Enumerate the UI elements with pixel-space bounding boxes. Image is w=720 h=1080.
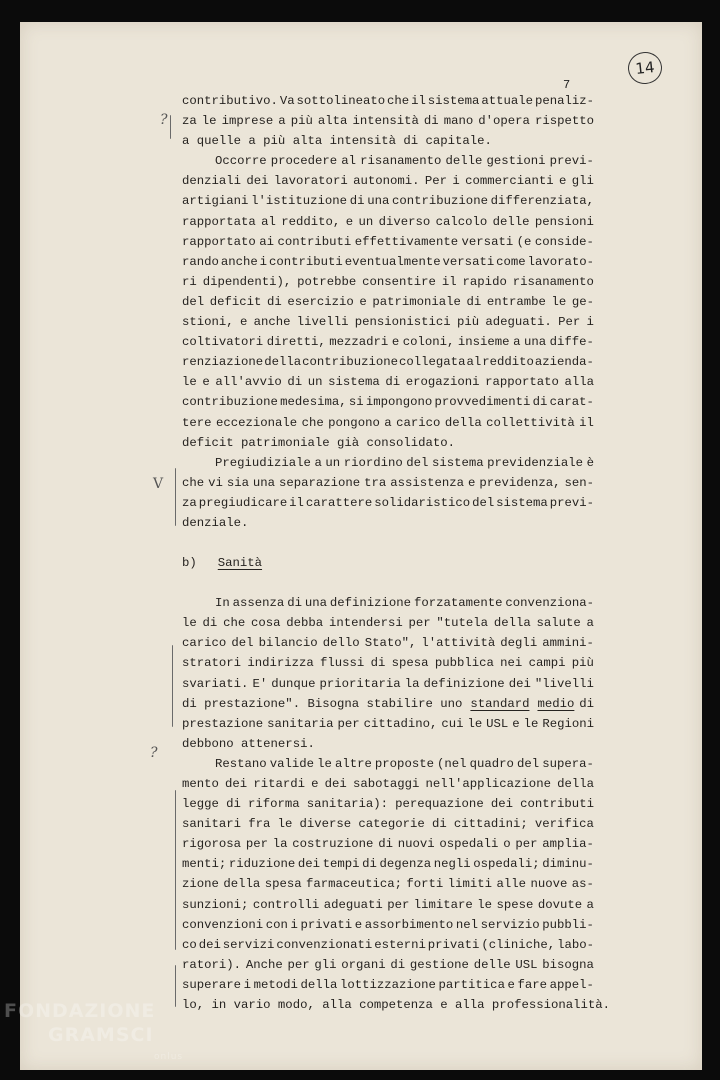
margin-bracket	[170, 115, 171, 139]
text-line: lo, in vario modo, alla competenza e alla professionalità.	[182, 998, 611, 1013]
text-line: renziazione della contribuzione collegata al reddito azienda-	[182, 355, 594, 370]
paragraph	[182, 593, 594, 754]
text-line: stioni, e anche livelli pensionistici più adeguati. Per i	[182, 315, 594, 330]
text-line: Restano valide le altre proposte (nel quadro del supera-	[215, 756, 594, 771]
margin-question-mark: ?	[160, 112, 168, 128]
underlined-word: medio	[537, 696, 575, 711]
section-title: Sanità	[217, 556, 263, 571]
section-heading	[182, 553, 594, 573]
text-line: coltivatori diretti, mezzadri e coloni, insieme a una diffe-	[182, 335, 594, 350]
margin-bracket	[175, 468, 176, 526]
text-line: Pregiudiziale a un riordino del sistema previdenziale è	[215, 455, 594, 470]
text-line: za pregiudicare il carattere solidaristico del sistema previ-	[182, 495, 594, 510]
text-line: legge di riforma sanitaria): perequazione dei contributi	[182, 797, 594, 812]
paragraph	[182, 754, 611, 1015]
text-line: sanitari fra le diverse categorie di cittadini; verifica	[182, 817, 594, 832]
page-number: 7	[563, 78, 571, 92]
text-line: svariati. E' dunque prioritaria la definizione dei "livelli	[182, 676, 594, 691]
text-line: za le imprese a più alta intensità di mano d'opera rispetto	[182, 114, 594, 129]
text-line: denziali dei lavoratori autonomi. Per i commercianti e gli	[182, 174, 594, 189]
archive-number-stamp: 14	[626, 50, 663, 85]
text-line: deficit patrimoniale già consolidato.	[182, 435, 456, 450]
text-line: sunzioni; controlli adeguati per limitare le spese dovute a	[182, 897, 594, 912]
text-line: contributivo. Va sottolineato che il sistema attuale penaliz-	[182, 94, 594, 108]
text-line: denziale.	[182, 515, 249, 530]
text-line: contribuzione medesima, si impongono provvedimenti di carat-	[182, 395, 594, 410]
text-line: debbono attenersi.	[182, 736, 315, 751]
margin-bracket	[175, 965, 176, 1007]
paragraph	[182, 453, 594, 533]
text-line: del deficit di esercizio e patrimoniale di entrambe le ge-	[182, 294, 594, 309]
text-line: tere eccezionale che pongono a carico della collettività il	[182, 415, 594, 430]
text-line: le di che cosa debba intendersi per "tutela della salute a	[182, 616, 594, 631]
text-line: rapportata al reddito, e un diverso calcolo delle pensioni	[182, 214, 594, 229]
text-line: stratori indirizza flussi di spesa pubblica nei campi più	[182, 656, 594, 671]
text-line: prestazione sanitaria per cittadino, cui le USL e le Regioni	[182, 716, 594, 731]
text-line: rapportato ai contributi effettivamente versati (e conside-	[182, 234, 594, 249]
text-line: In assenza di una definizione forzatamente convenziona-	[215, 596, 594, 611]
paragraph	[182, 151, 594, 452]
watermark-line: onlus	[154, 1052, 184, 1062]
text-line: che vi sia una separazione tra assistenza e previdenza, sen-	[182, 475, 594, 490]
underlined-word: standard	[470, 696, 530, 711]
text-line: di	[579, 696, 594, 711]
margin-check-mark: V	[153, 476, 164, 492]
text-line: rigorosa per la costruzione di nuovi ospedali o per amplia-	[182, 837, 594, 852]
text-line: convenzioni con i privati e assorbimento nel servizio pubbli-	[182, 917, 594, 932]
text-line: ri dipendenti), potrebbe consentire il rapido risanamento	[182, 274, 594, 289]
text-line: le e all'avvio di un sistema di erogazioni rapportato alla	[182, 375, 594, 390]
archive-watermark	[4, 1000, 184, 1062]
text-line: a quelle a più alta intensità di capitale.	[182, 134, 492, 149]
text-line: carico del bilancio dello Stato", l'attività degli ammini-	[182, 636, 594, 651]
watermark-line: FONDAZIONE	[4, 1000, 156, 1022]
margin-bracket	[172, 645, 173, 727]
document-body	[182, 91, 611, 1015]
text-line: co dei servizi convenzionati esterni privati (cliniche, labo-	[182, 937, 594, 952]
text-line: zione della spesa farmaceutica; forti limiti alle nuove as-	[182, 877, 594, 892]
text-line: ratori). Anche per gli organi di gestione delle USL bisogna	[182, 957, 594, 972]
watermark-line: GRAMSCI	[48, 1024, 154, 1046]
margin-bracket	[175, 790, 176, 950]
text-line: Occorre procedere al risanamento delle gestioni previ-	[215, 154, 594, 169]
text-line: mento dei ritardi e dei sabotaggi nell'applicazione della	[182, 777, 594, 791]
text-line: di prestazione". Bisogna stabilire uno	[182, 696, 463, 711]
text-line: menti; riduzione dei tempi di degenza negli ospedali; diminu-	[182, 857, 594, 872]
margin-question-mark: ?	[150, 745, 158, 761]
text-line: rando anche i contributi eventualmente versati come lavorato-	[182, 254, 594, 269]
text-line: artigiani l'istituzione di una contribuzione differenziata,	[182, 194, 594, 209]
paragraph	[182, 91, 594, 151]
text-line: superare i metodi della lottizzazione partitica e fare appel-	[182, 977, 594, 992]
section-letter: b)	[182, 556, 197, 571]
